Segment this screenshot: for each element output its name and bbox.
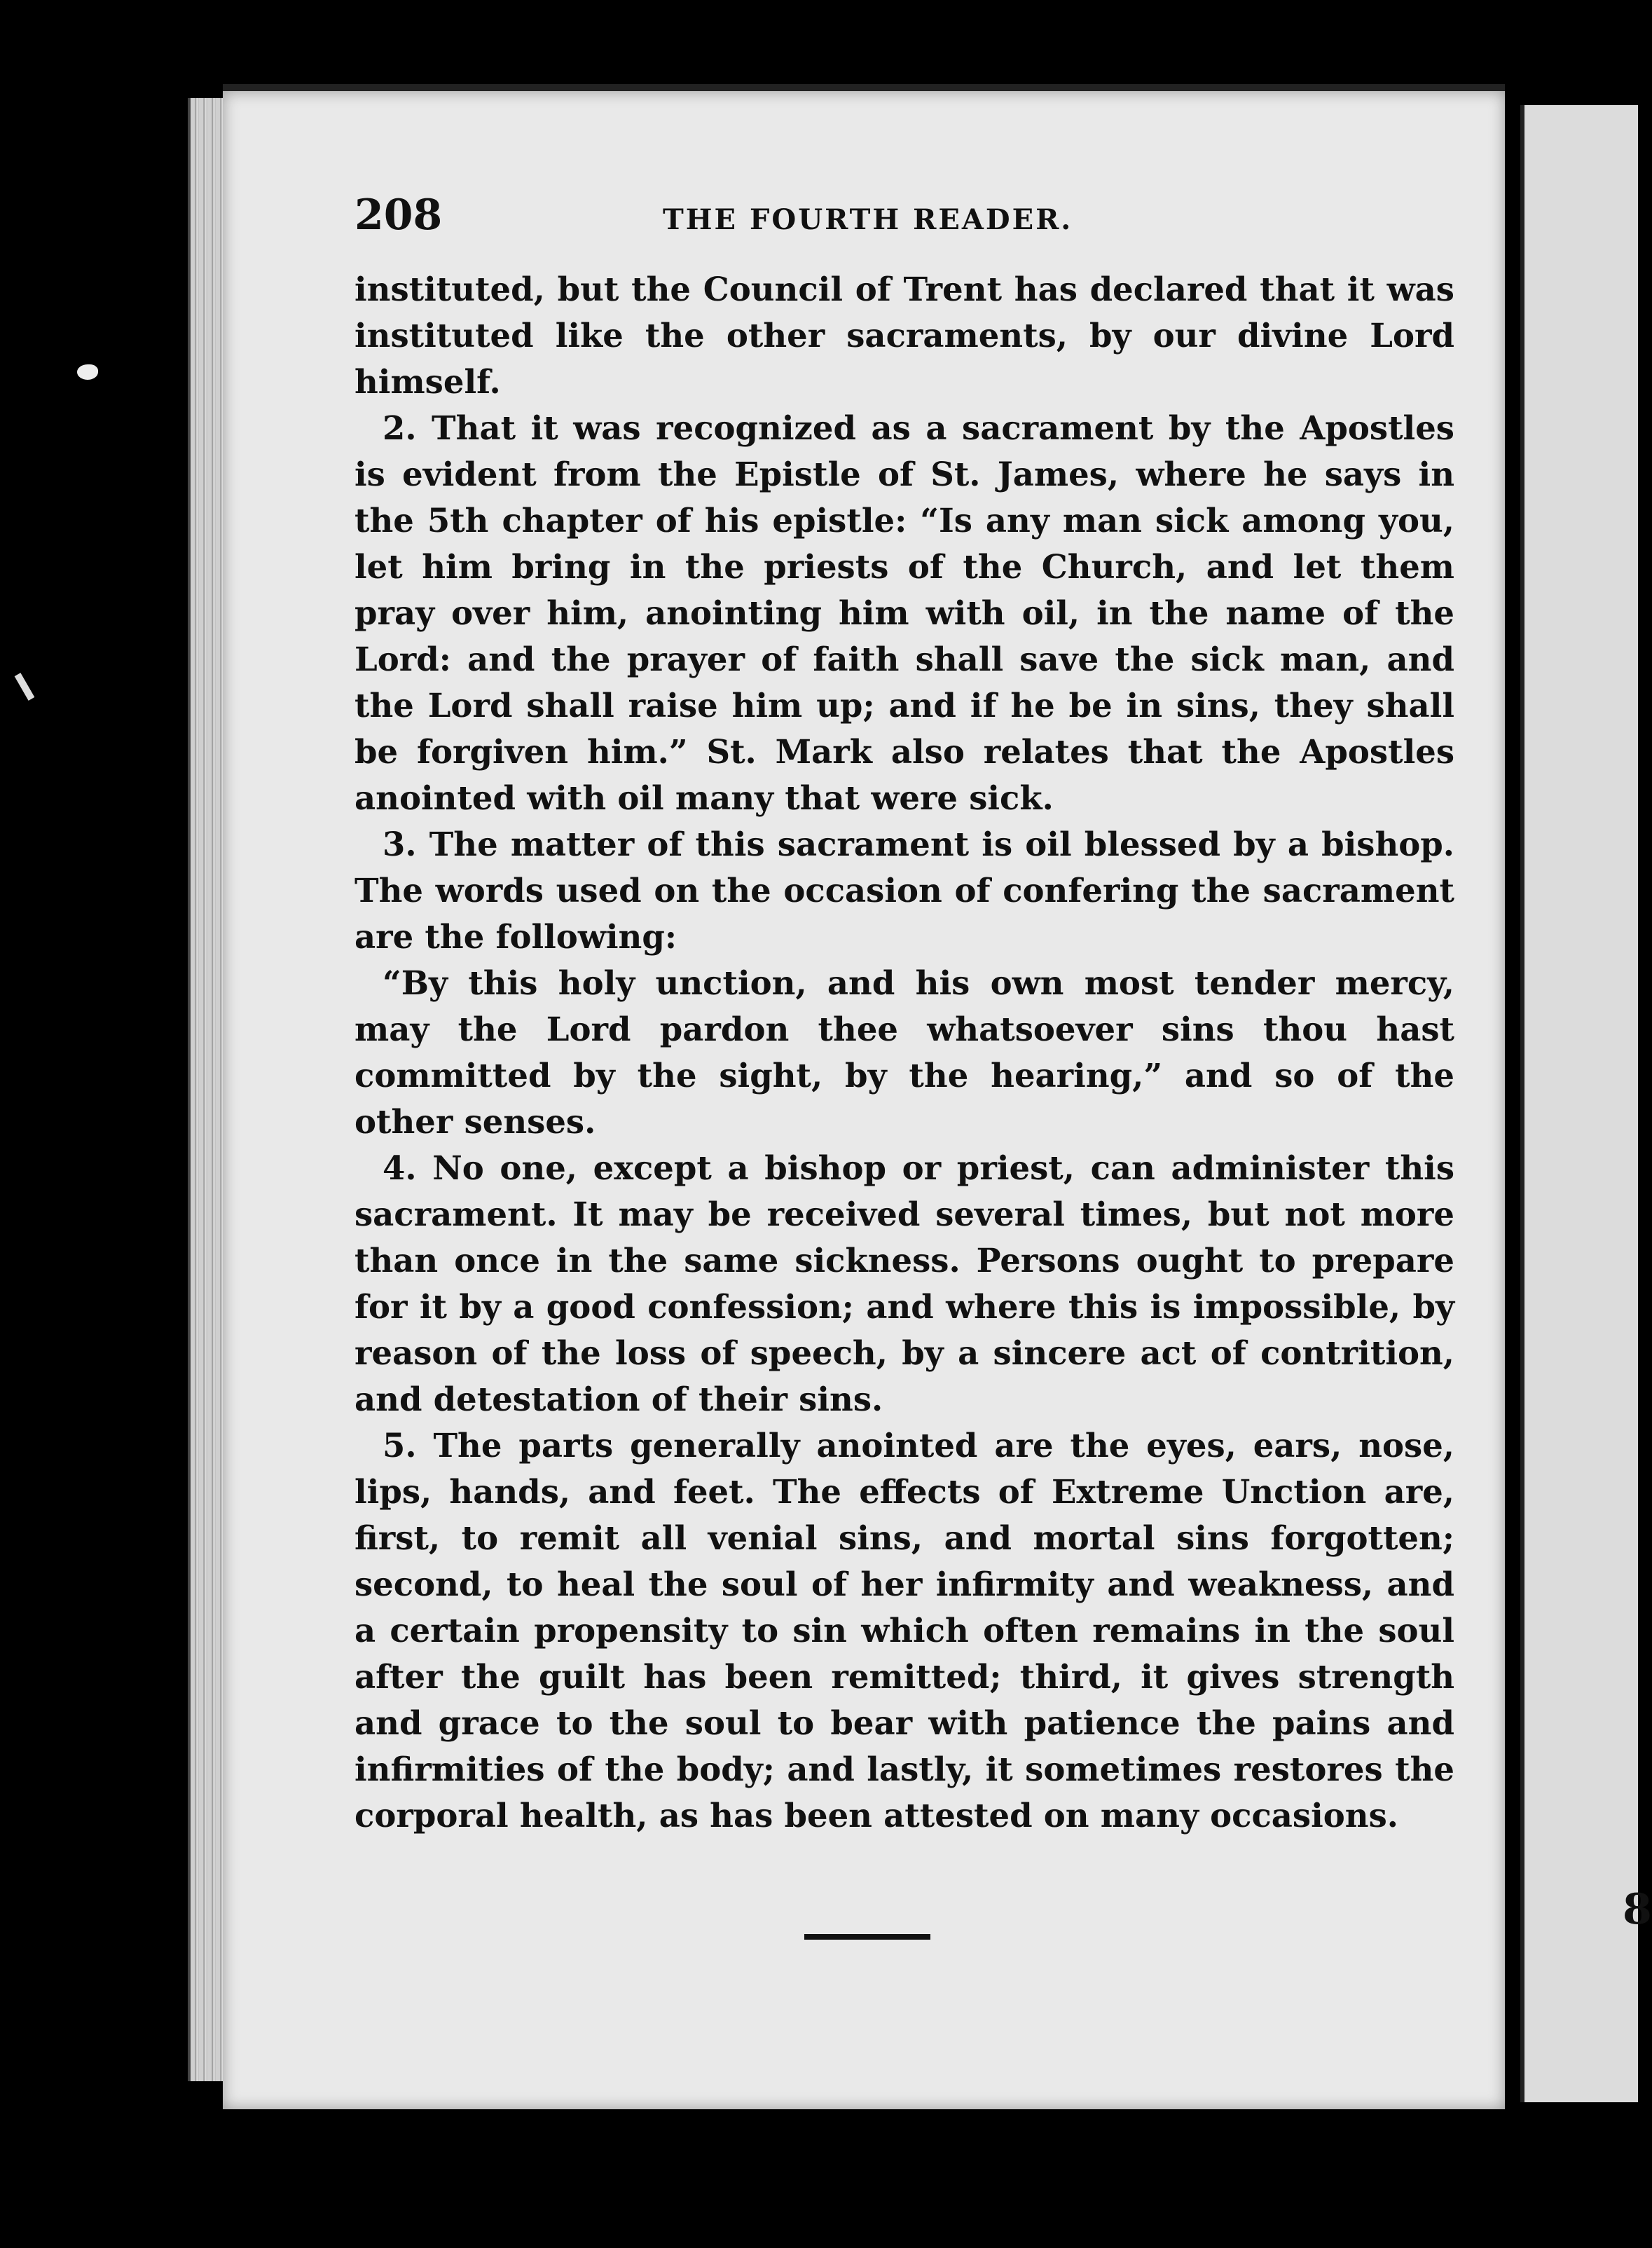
paragraph-5: 5. The parts generally anointed are the eyes, ears, nose, lips, hands, and feet. The effects of Extreme Unction are, first, to remit all venial sins, and mortal sins forgotten; second, to heal the soul of her infirmity and weakness, and a certain propensity to sin which often remains in the soul after the guilt has been remitted; third, it gives strength and grace to the soul to bear with patience the pains and infirmities of the body; and lastly, it sometimes restores the corporal health, as has been attested on many occasions. <box>355 1426 1454 1835</box>
running-title: THE FOURTH READER. <box>663 203 1073 236</box>
scan-speck <box>77 364 98 380</box>
quotation-paragraph: “By this holy unction, and his own most tender mercy, may the Lord pardon thee whatsoever sins thou hast committed by the sight, by the hearing,” and so of the other senses. <box>355 964 1454 1141</box>
book-page <box>223 84 1505 2109</box>
adjacent-page-sliver <box>1520 105 1652 2102</box>
scan-speck <box>15 673 35 701</box>
paragraph-4: 4. No one, except a bishop or priest, can administer this sacrament. It may be received several times, but not more than once in the same sickness. Persons ought to prepare for it by a good confession; and where this is impossible, by reason of the loss of speech, by a sincere act of contrition, and detestation of their sins. <box>355 1149 1454 1418</box>
paragraph-2: 2. That it was recognized as a sacrament by the Apostles is evident from the Epistle of St. James, where he says in the 5th chapter of his epistle: “Is any man sick among you, let him bring in the priests of the Church, and let them pray over him, anointing him with oil, in the name of the Lord: and the prayer of faith shall save the sick man, and the Lord shall raise him up; and if he be in sins, they shall be forgiven him.” St. Mark also relates that the Apostles anointed with oil many that were sick. <box>355 409 1454 817</box>
page-header <box>355 191 1405 254</box>
adjacent-page-digit: 8 <box>1623 1885 1652 1934</box>
page-body <box>355 266 1454 1839</box>
page-number: 208 <box>355 191 443 240</box>
paragraph-3: 3. The matter of this sacrament is oil blessed by a bishop. The words used on the occasion of confering the sacrament are the following: <box>355 825 1454 956</box>
end-rule <box>804 1934 930 1940</box>
paragraph-continued: instituted, but the Council of Trent has declared that it was instituted like the other sacraments, by our divine Lord himself. <box>355 270 1454 401</box>
